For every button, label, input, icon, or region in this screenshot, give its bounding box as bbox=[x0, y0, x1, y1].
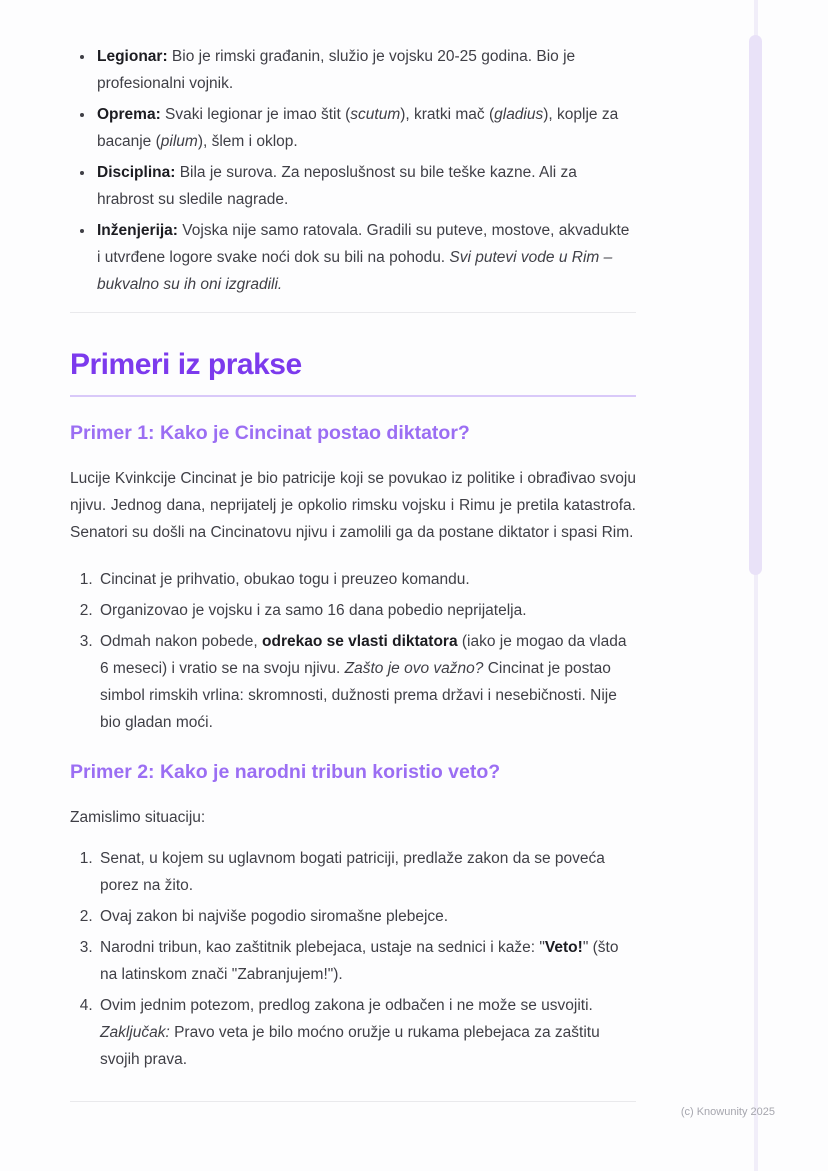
latin-term: pilum bbox=[160, 133, 198, 150]
copyright: (c) Knowunity 2025 bbox=[680, 1106, 775, 1118]
term-label: Inženjerija: bbox=[97, 222, 178, 239]
item-text: Odmah nakon pobede, bbox=[100, 633, 263, 650]
bullet-list bbox=[70, 43, 636, 298]
item-text: Vojska nije samo ratovala. Gradili su puteve, mostove, akvadukte i utvrđene logore svake noći dok su bili na pohodu. bbox=[97, 222, 630, 266]
item-text: Bio je rimski građanin, služio je vojsku 20-25 godina. Bio je profesionalni vojnik. bbox=[97, 48, 576, 92]
list-item bbox=[97, 597, 636, 624]
paragraph-primer1: Lucije Kvinkcije Cincinat je bio patricije koji se povukao iz politike i obrađivao svoju njivu. Jednog dana, neprijatelj je opkolio rimsku vojsku i Rimu je pretila katastrofa. Senatori su došli na Cincinatovu njivu i zamolili ga da postane diktator i spasi Rim. bbox=[70, 470, 636, 541]
quote-phrase: Svi putevi vode u Rim – bukvalno su ih oni izgradili. bbox=[97, 249, 613, 293]
item-text: (iako je mogao da vlada 6 meseci) i vratio se na svoju njivu. bbox=[100, 633, 627, 677]
list-item bbox=[97, 992, 636, 1073]
list-item bbox=[97, 845, 636, 899]
item-text: Pravo veta je bilo moćno oružje u rukama plebejaca za zaštitu svojih prava. bbox=[100, 1024, 600, 1068]
item-text: Organizovao je vojsku i za samo 16 dana pobedio neprijatelja. bbox=[100, 602, 527, 619]
item-text: Svaki legionar je imao štit ( bbox=[160, 106, 351, 123]
list-item bbox=[97, 903, 636, 930]
item-text: Bila je surova. Za neposlušnost su bile teške kazne. Ali za hrabrost su sledile nagrade. bbox=[97, 164, 577, 208]
item-text: " (što na latinskom znači "Zabranjujem!"). bbox=[100, 939, 619, 983]
paragraph-primer2-intro: Zamislimo situaciju: bbox=[70, 809, 206, 826]
item-text: Cincinat je postao simbol rimskih vrlina: skromnosti, dužnosti prema državi i nesebičnosti. Nije bio gladan moći. bbox=[100, 660, 617, 731]
term-label: Oprema: bbox=[97, 106, 161, 123]
item-text: ), koplje za bacanje ( bbox=[97, 106, 619, 150]
emphasis-italic: Zašto je ovo važno? bbox=[344, 660, 484, 677]
subsection-title-primer2: Primer 2: Kako je narodni tribun koristio veto? bbox=[70, 761, 501, 783]
list-item bbox=[95, 43, 636, 97]
emphasis-bold: Veto! bbox=[544, 939, 583, 956]
term-label: Legionar: bbox=[97, 48, 168, 65]
list-item bbox=[97, 934, 636, 988]
item-text: Narodni tribun, kao zaštitnik plebejaca, ustaje na sednici i kaže: " bbox=[100, 939, 545, 956]
subsection-title-primer1: Primer 1: Kako je Cincinat postao diktator? bbox=[70, 422, 470, 444]
emphasis-bold: odrekao se vlasti diktatora bbox=[262, 633, 458, 650]
item-text: ), kratki mač ( bbox=[400, 106, 495, 123]
item-text: Ovim jednim potezom, predlog zakona je odbačen i ne može se usvojiti. bbox=[100, 997, 593, 1014]
title-underline bbox=[70, 395, 636, 397]
list-item bbox=[95, 159, 636, 213]
list-item bbox=[97, 566, 636, 593]
term-label: Disciplina: bbox=[97, 164, 176, 181]
item-text: Cincinat je prihvatio, obukao togu i preuzeo komandu. bbox=[100, 571, 470, 588]
bottom-divider bbox=[70, 1101, 636, 1102]
numbered-list-primer1 bbox=[70, 566, 636, 736]
latin-term: scutum bbox=[350, 106, 401, 123]
item-text: Senat, u kojem su uglavnom bogati patriciji, predlaže zakon da se poveća porez na žito. bbox=[100, 850, 605, 894]
list-item bbox=[95, 101, 636, 155]
list-item bbox=[97, 628, 636, 736]
emphasis-italic: Zaključak: bbox=[100, 1024, 170, 1041]
numbered-list-primer2 bbox=[70, 845, 636, 1073]
item-text: ), šlem i oklop. bbox=[197, 133, 298, 150]
scrollbar-thumb[interactable] bbox=[749, 35, 762, 575]
list-item bbox=[95, 217, 636, 298]
section-title: Primeri iz prakse bbox=[70, 348, 302, 381]
section-divider bbox=[70, 312, 636, 313]
page-content bbox=[70, 43, 636, 1102]
latin-term: gladius bbox=[494, 106, 544, 123]
item-text: Ovaj zakon bi najviše pogodio siromašne plebejce. bbox=[100, 908, 449, 925]
